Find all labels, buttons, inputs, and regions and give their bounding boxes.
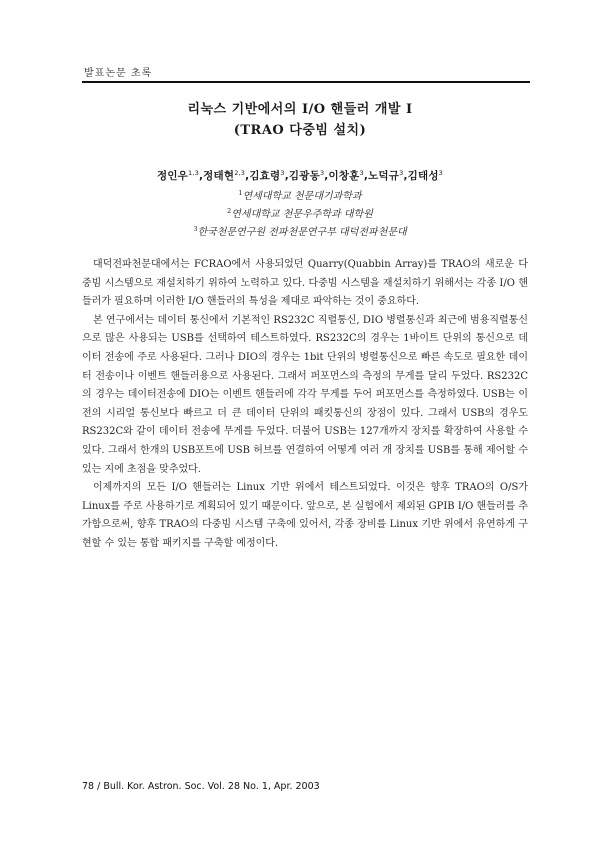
author: 이창훈$^3$, <box>328 169 369 182</box>
page-footer-citation: 78 / Bull. Kor. Astron. Soc. Vol. 28 No. 1, Apr. 2003 <box>82 781 320 792</box>
affiliation: $^2$연세대학교 천문우주학과 대학원 <box>227 207 373 220</box>
author-list <box>0 168 600 183</box>
paper-subtitle: (TRAO 다중빔 설치) <box>233 123 367 138</box>
section-label: 발표논문 초록 <box>84 68 153 79</box>
author: 김효령$^3$, <box>249 169 289 182</box>
author: 정태현$^{2,3}$, <box>203 169 250 182</box>
body-paragraph: 대덕전파천문대에서는 FCRAO에서 사용되었던 Quarry(Quabbin Array)를 TRAO의 새로운 다중빔 시스템으로 재설치하기 위하여 노력하고 있다. 다중빔 시스템을 재설치하기 위해서는 각종 I/O 핸들러가 필요하며 이러한 I/O 핸들러의 특성을 제대로 파악하는 것이 중요하다. <box>82 259 528 308</box>
body-paragraph: 이제까지의 모든 I/O 핸들러는 Linux 기반 위에서 테스트되었다. 이것은 향후 TRAO의 O/S가 Linux를 주로 사용하기로 계획되어 있기 때문이다. 앞으로, 본 실험에서 제외된 GPIB I/O 핸들러를 추가함으로써, 향후 TRAO의 다중빔 시스템 구축에 있어서, 각종 장비를 Linux 기반 위에서 유연하게 구현할 수 있는 통합 패키지를 구축할 예정이다. <box>82 482 529 549</box>
affiliation: $^1$연세대학교 천문대기과학과 <box>238 189 362 202</box>
author: 노덕규$^3$, <box>368 169 408 182</box>
author: 김광동$^3$, <box>288 169 329 182</box>
paper-title: 리눅스 기반에서의 I/O 핸들러 개발 I <box>187 102 413 117</box>
abstract-body <box>82 256 528 554</box>
header-rule <box>82 81 530 83</box>
author: 정인우$^{1,3}$, <box>156 169 204 182</box>
body-paragraph: 본 연구에서는 데이터 통신에서 기본적인 RS232C 직렬통신, DIO 병렬통신과 최근에 범용직렬통신으로 많은 사용되는 USB를 선택하여 테스트하였다. RS232C의 경우는 1바이트 단위의 통신으로 데이터 전송에 주로 사용된다. 그러나 DIO의 경우는 1bit 단위의 병렬통신으로 빠른 속도로 필요한 데이터 전송이나 이벤트 핸들러용으로 사용된다. 그래서 퍼포먼스의 측정의 무게를 달리 두었다. RS232C의 경우는 데이터전송에 DIO는 이벤트 핸들러에 각각 무게를 두어 퍼포먼스를 측정하였다. USB는 이전의 시리얼 통신보다 빠르고 더 큰 데이터 단위의 패킷통신의 장점이 있다. 그래서 USB의 경우도 RS232C와 같이 데이터 전송에 무게를 두었다. 더불어 USB는 127개까지 장치를 확장하여 사용할 수 있다. 그래서 한개의 USB포트에 USB 허브를 연결하여 어떻게 여러 개 장치를 USB를 통해 제어할 수 있는 지에 초점을 맞추었다. <box>82 314 528 475</box>
author: 김태성$^3$ <box>407 169 444 182</box>
affiliation: $^3$한국천문연구원 전파천문연구부 대덕전파천문대 <box>193 225 407 238</box>
